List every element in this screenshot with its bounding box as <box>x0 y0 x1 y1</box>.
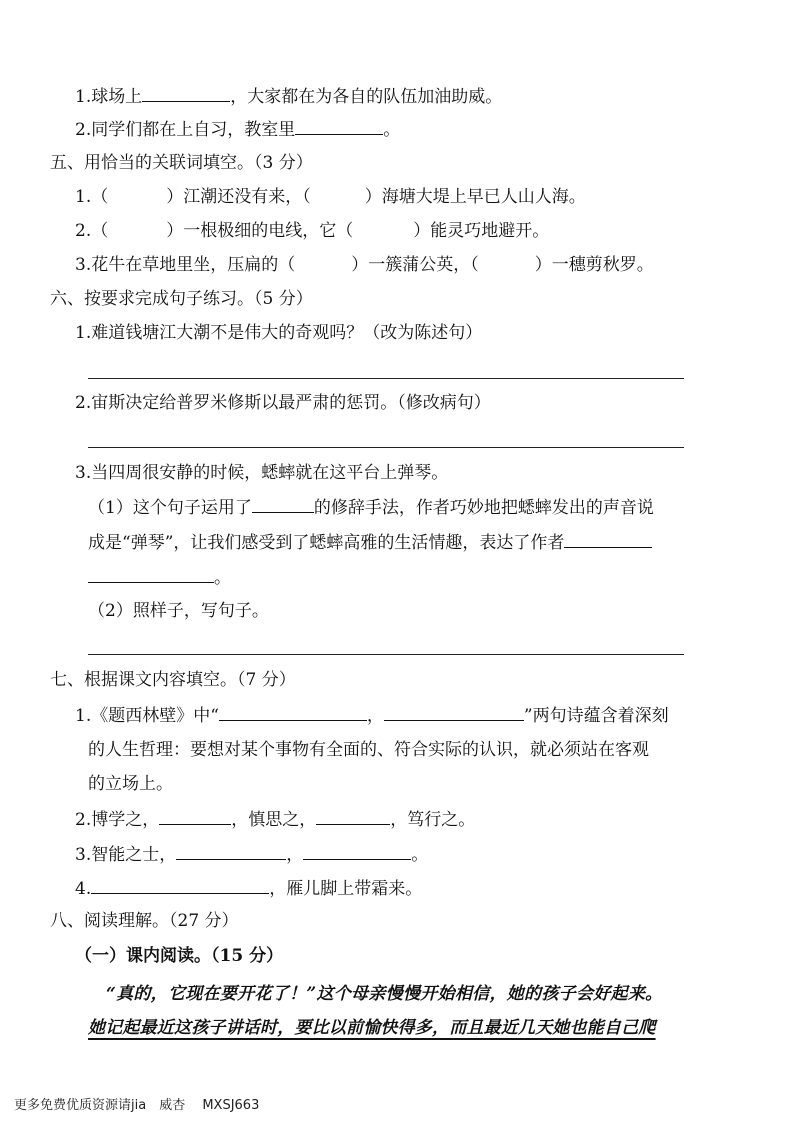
s4-q2-blank[interactable] <box>295 118 383 135</box>
s7-q2-blank1[interactable] <box>159 808 231 825</box>
s7-q3-b: ， <box>286 845 304 865</box>
s6-q1: 1.难道钱塘江大潮不是伟大的奇观吗？（改为陈述句） <box>75 323 483 343</box>
s6-q3-1-cont <box>88 531 652 554</box>
s7-q4-b: ，雁儿脚上带霜来。 <box>269 879 423 899</box>
s6-q2: 2.宙斯决定给普罗米修斯以最严肃的惩罚。（修改病句） <box>75 393 491 413</box>
s6-q3-1-blank3[interactable] <box>88 566 214 583</box>
s7-q2-a: 2.博学之， <box>75 810 160 830</box>
s5-q2-b: ）一根极细的电线，它（ <box>166 221 354 241</box>
s6-q3-1-d: 。 <box>214 568 231 588</box>
s5-q1-c: ）海塘大堤上早已人山人海。 <box>364 187 586 207</box>
s7-q3-blank2[interactable] <box>303 843 411 860</box>
s6-q3-1-c: 成是“弹琴”，让我们感受到了蟋蟀高雅的生活情趣，表达了作者 <box>88 533 565 553</box>
s7-q1-a: 1.《题西林壁》中“ <box>75 706 219 726</box>
s7-q1-cont: 的人生哲理：要想对某个事物有全面的、符合实际的认识，就必须站在客观 <box>88 740 649 760</box>
s6-q3-1-a: （1）这个句子运用了 <box>88 498 252 518</box>
s6-q3-2-answer-line[interactable] <box>88 654 684 655</box>
s4-q1-pre: 1.球场上 <box>75 87 143 107</box>
s6-q1-answer-line[interactable] <box>88 378 684 379</box>
s6-q2-answer-line[interactable] <box>88 447 684 448</box>
s7-q3-a: 3.智能之士， <box>75 845 177 865</box>
s7-q1-b: ， <box>366 706 384 726</box>
s8-sub1: （一）课内阅读。（15 分） <box>75 946 284 966</box>
s4-q2-post: 。 <box>383 120 401 140</box>
s5-q1 <box>75 186 586 208</box>
s6-q3-1-end <box>88 566 231 589</box>
s6-q3-2: （2）照样子，写句子。 <box>88 601 269 621</box>
s5-q1-b: ）江潮还没有来，（ <box>166 187 311 207</box>
s7-q4 <box>75 877 422 900</box>
s8-passage-line1: “真的，它现在要开花了！”这个母亲慢慢开始相信，她的孩子会好起来。 <box>106 984 663 1004</box>
s5-q1-a: 1.（ <box>75 187 109 207</box>
s5-title: 五、用恰当的关联词填空。（3 分） <box>50 153 313 173</box>
s7-q1-blank1[interactable] <box>219 704 367 721</box>
s7-title: 七、根据课文内容填空。（7 分） <box>50 670 296 690</box>
s5-q2-a: 2.（ <box>75 221 109 241</box>
s7-q1-c: ”两句诗蕴含着深刻 <box>523 706 669 726</box>
s7-q3-blank1[interactable] <box>176 843 286 860</box>
s5-q3-c: ）一穗剪秋罗。 <box>534 255 654 275</box>
s6-q3-1-blank1[interactable] <box>252 496 314 513</box>
s5-q3-a: 3.花牛在草地里坐，压扁的（ <box>75 255 296 275</box>
s4-q1-post: ，大家都在为各自的队伍加油助威。 <box>230 87 503 107</box>
s7-q4-blank[interactable] <box>91 877 269 894</box>
s7-q2-blank2[interactable] <box>316 808 390 825</box>
s8-title: 八、阅读理解。（27 分） <box>50 911 239 931</box>
s6-q3-1 <box>88 496 654 519</box>
s4-q2 <box>75 118 400 141</box>
s7-q3-c: 。 <box>411 845 429 865</box>
s6-q3-1-b: 的修辞手法，作者巧妙地把蟋蟀发出的声音说 <box>313 498 654 518</box>
footer-watermark: 更多免费优质资源请jia 威杏 MXSJ663 <box>14 1098 260 1113</box>
s7-q2-b: ，慎思之， <box>231 810 317 830</box>
s7-q1-blank2[interactable] <box>384 704 524 721</box>
s7-q1-end: 的立场上。 <box>88 774 173 794</box>
s5-q2-c: ）能灵巧地避开。 <box>413 221 550 241</box>
s4-q2-pre: 2.同学们都在上自习，教室里 <box>75 120 296 140</box>
s5-q3-b: ）一簇蒲公英，（ <box>351 255 479 275</box>
s4-q1-blank[interactable] <box>142 85 230 102</box>
s5-q3 <box>75 254 654 276</box>
s7-q4-a: 4. <box>75 879 92 899</box>
s7-q2 <box>75 808 475 831</box>
s7-q2-c: ，笃行之。 <box>390 810 476 830</box>
s6-q3: 3.当四周很安静的时候，蟋蟀就在这平台上弹琴。 <box>75 463 449 483</box>
s8-passage-line2: 她记起最近这孩子讲话时，要比以前愉快得多，而且最近几天她也能自己爬 <box>88 1018 656 1038</box>
s7-q3 <box>75 843 428 866</box>
s6-title: 六、按要求完成句子练习。（5 分） <box>50 289 313 309</box>
s5-q2 <box>75 220 549 242</box>
s4-q1 <box>75 85 502 108</box>
s6-q3-1-blank2[interactable] <box>564 531 652 548</box>
s7-q1 <box>75 704 669 727</box>
